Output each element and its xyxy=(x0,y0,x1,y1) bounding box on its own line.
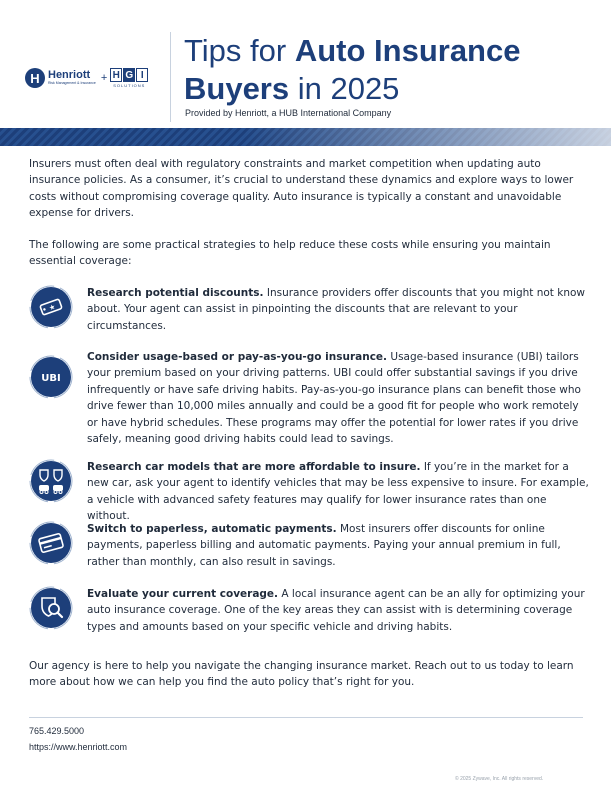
header xyxy=(0,0,611,146)
page-title: Tips for Auto Insurance Buyers in 2025 xyxy=(184,33,521,106)
tip-text xyxy=(87,459,592,525)
tip-text xyxy=(87,349,592,447)
car-shield-icon xyxy=(29,459,73,503)
hgi-letter-h: H xyxy=(110,68,122,82)
credit-card-icon xyxy=(29,521,73,565)
tip-body: Usage-based insurance (UBI) tailors your premium based on your driving patterns. UBI could offer substantial savings if you drive infrequently or have safe driving habits. Pay-as-you-go insurance plans can benefit those who drive fewer than 10,000 miles annually and could be a good fit for people who work remotely or have hybrid schedules. These programs may offer the potential for lower rates if you drive safely, meaning good driving habits could lead to savings. xyxy=(87,351,581,446)
hgi-letter-i: I xyxy=(136,68,148,82)
tip-body: Most insurers offer discounts for online payments, paperless billing and automatic payments. Paying your annual premium in full, rather than monthly, can also result in savings. xyxy=(87,523,561,568)
tip-heading: Research potential discounts. xyxy=(87,287,264,299)
shield-magnifier-icon xyxy=(29,586,73,630)
provided-by: Provided by Henriott, a HUB International Company xyxy=(185,108,392,118)
tip-body: If you’re in the market for a new car, ask your agent to identify vehicles that may be less expensive to insure. For example, a vehicle with advanced safety features may qualify for lower insurance rates than one without. xyxy=(87,461,589,523)
header-divider xyxy=(170,32,171,122)
logo-plus: + xyxy=(100,72,108,84)
tip-heading: Consider usage-based or pay-as-you-go insurance. xyxy=(87,351,388,363)
hgi-solutions: SOLUTIONS xyxy=(113,83,146,88)
footer-divider xyxy=(29,717,583,718)
tip-text xyxy=(87,586,592,635)
header-stripe-fade xyxy=(0,128,611,146)
company-logo[interactable] xyxy=(25,64,148,92)
ubi-icon-label: UBI xyxy=(41,373,61,384)
website-link[interactable]: https://www.henriott.com xyxy=(29,742,128,752)
henriott-logo-icon: H xyxy=(25,68,45,88)
tip-text xyxy=(87,521,592,570)
tip-heading: Research car models that are more affordable to insure. xyxy=(87,461,421,473)
intro-paragraph: Insurers must often deal with regulatory constraints and market competition when updating auto insurance policies. As a consumer, it’s crucial to understand these dynamics and explore ways to lower costs without compromising coverage quality. Auto insurance is typically a constant and unavoidable expense for drivers. xyxy=(29,158,574,220)
tip-text xyxy=(87,285,592,334)
tip-heading: Switch to paperless, automatic payments. xyxy=(87,523,337,535)
tip-body: Insurance providers offer discounts that you might not know about. Your agent can assist in pinpointing the discounts that are relevant to your circumstances. xyxy=(87,287,586,332)
henriott-tagline: Risk Management & Insurance xyxy=(48,81,96,86)
closing-paragraph: Our agency is here to help you navigate the changing insurance market. Reach out to us today to learn more about how we can help you find the auto policy that’s right for you. xyxy=(29,660,574,689)
phone-number[interactable]: 765.429.5000 xyxy=(29,726,85,736)
tip-body: A local insurance agent can be an ally for optimizing your auto insurance coverage. One of the key areas they can assist with is determining coverage types and amounts based on your specific vehicle and driving habits. xyxy=(87,588,585,633)
svg-text:★: ★ xyxy=(47,302,57,313)
ubi-icon xyxy=(29,355,73,399)
copyright-notice: © 2025 Zywave, Inc. All rights reserved. xyxy=(455,776,544,782)
hgi-logo xyxy=(110,68,148,88)
strategies-intro: The following are some practical strategies to help reduce these costs while ensuring you maintain essential coverage: xyxy=(29,239,551,268)
tip-heading: Evaluate your current coverage. xyxy=(87,588,279,600)
discount-tag-icon xyxy=(29,285,73,329)
henriott-wordmark xyxy=(48,70,96,86)
hgi-letter-g: G xyxy=(123,68,135,82)
henriott-name: Henriott xyxy=(48,69,91,82)
